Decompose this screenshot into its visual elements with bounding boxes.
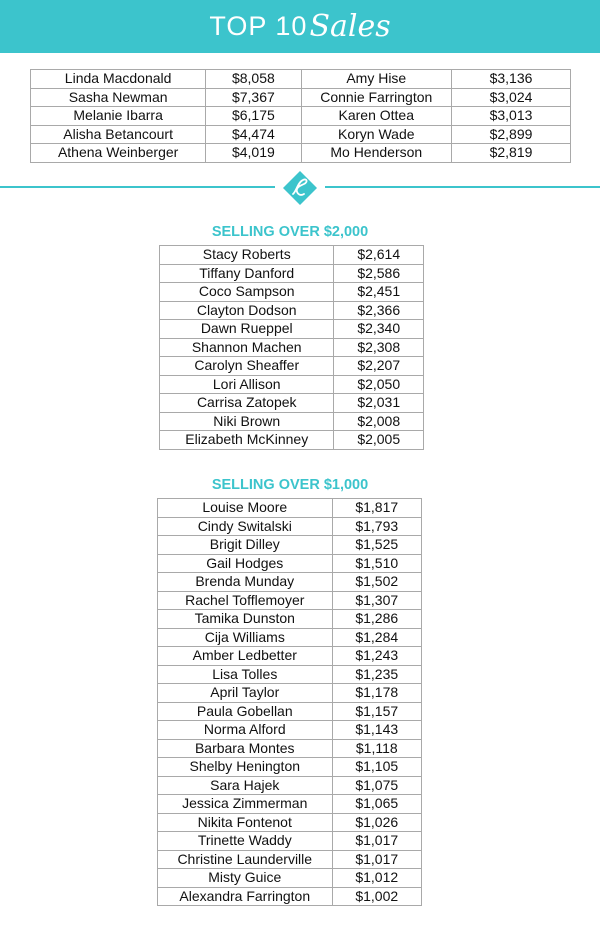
table-row [31,144,571,163]
table-row [158,536,422,555]
sales-amount: $7,367 [206,88,301,107]
sales-amount: $1,012 [332,869,421,888]
sales-amount: $2,340 [334,320,424,339]
sales-amount: $1,002 [332,887,421,906]
seller-name: Christine Launderville [158,850,333,869]
seller-name: Carolyn Sheaffer [160,357,334,376]
table-row [158,721,422,740]
seller-name: Dawn Rueppel [160,320,334,339]
table-row [158,517,422,536]
table-row [158,647,422,666]
table-row [158,628,422,647]
divider-line-right [325,186,600,188]
sales-amount: $2,308 [334,338,424,357]
table-row [160,301,424,320]
table-row [158,554,422,573]
header-banner [0,0,600,53]
seller-name: Gail Hodges [158,554,333,573]
seller-name: Shannon Machen [160,338,334,357]
sales-amount: $4,474 [206,125,301,144]
sales-amount: $1,017 [332,832,421,851]
seller-name: Koryn Wade [301,125,451,144]
over-2000-table [159,245,424,450]
seller-name: Norma Alford [158,721,333,740]
seller-name: Sara Hajek [158,776,333,795]
table-row [160,320,424,339]
table-row [31,70,571,89]
table-row [160,338,424,357]
table-row [31,125,571,144]
seller-name: Shelby Henington [158,758,333,777]
table-row [31,88,571,107]
sales-amount: $1,026 [332,813,421,832]
seller-name: Carrisa Zatopek [160,394,334,413]
sales-amount: $1,017 [332,850,421,869]
sales-amount: $1,178 [332,684,421,703]
sales-amount: $3,013 [452,107,571,126]
seller-name: Lori Allison [160,375,334,394]
sales-amount: $1,510 [332,554,421,573]
seller-name: Louise Moore [158,499,333,518]
divider-line-left [0,186,275,188]
seller-name: Cindy Switalski [158,517,333,536]
sales-amount: $1,105 [332,758,421,777]
sales-amount: $1,286 [332,610,421,629]
table-row [160,375,424,394]
table-row [31,107,571,126]
table-row [158,739,422,758]
sales-amount: $1,817 [332,499,421,518]
table-row [158,591,422,610]
sales-amount: $1,143 [332,721,421,740]
sales-amount: $2,819 [452,144,571,163]
sales-amount: $1,284 [332,628,421,647]
sales-amount: $2,451 [334,283,424,302]
seller-name: Tiffany Danford [160,264,334,283]
brand-script-logo-icon [282,170,318,206]
seller-name: Linda Macdonald [31,70,206,89]
sales-amount: $3,024 [452,88,571,107]
top10-table [30,69,571,163]
seller-name: Brigit Dilley [158,536,333,555]
table-row [160,412,424,431]
sales-amount: $2,899 [452,125,571,144]
sales-amount: $2,614 [334,246,424,265]
seller-name: Clayton Dodson [160,301,334,320]
seller-name: Niki Brown [160,412,334,431]
seller-name: Brenda Munday [158,573,333,592]
sales-amount: $2,008 [334,412,424,431]
seller-name: Alexandra Farrington [158,887,333,906]
table-row [158,573,422,592]
seller-name: Nikita Fontenot [158,813,333,832]
sales-amount: $1,525 [332,536,421,555]
sales-amount: $1,235 [332,665,421,684]
seller-name: Connie Farrington [301,88,451,107]
seller-name: Sasha Newman [31,88,206,107]
table-row [160,357,424,376]
seller-name: Melanie Ibarra [31,107,206,126]
sales-amount: $1,157 [332,702,421,721]
table-row [158,832,422,851]
seller-name: Stacy Roberts [160,246,334,265]
seller-name: Cija Williams [158,628,333,647]
seller-name: Alisha Betancourt [31,125,206,144]
section-title-over-2000: SELLING OVER $2,000 [211,224,369,240]
sales-amount: $1,075 [332,776,421,795]
seller-name: Coco Sampson [160,283,334,302]
seller-name: Lisa Tolles [158,665,333,684]
sales-amount: $2,050 [334,375,424,394]
sales-amount: $2,031 [334,394,424,413]
seller-name: Karen Ottea [301,107,451,126]
table-row [158,776,422,795]
seller-name: Amber Ledbetter [158,647,333,666]
sales-amount: $3,136 [452,70,571,89]
sales-amount: $1,065 [332,795,421,814]
table-row [160,264,424,283]
header-title: TOP 10 [209,11,308,41]
table-row [158,610,422,629]
seller-name: Mo Henderson [301,144,451,163]
table-row [160,394,424,413]
sales-amount: $4,019 [206,144,301,163]
seller-name: Barbara Montes [158,739,333,758]
table-row [158,869,422,888]
header-title-script: Sales [309,9,391,44]
sales-amount: $1,118 [332,739,421,758]
section-divider [0,168,600,208]
seller-name: Tamika Dunston [158,610,333,629]
table-row [158,702,422,721]
table-row [158,813,422,832]
seller-name: Athena Weinberger [31,144,206,163]
sales-amount: $1,502 [332,573,421,592]
sales-amount: $1,243 [332,647,421,666]
seller-name: Elizabeth McKinney [160,431,334,450]
seller-name: Amy Hise [301,70,451,89]
sales-amount: $1,307 [332,591,421,610]
sales-amount: $8,058 [206,70,301,89]
table-row [158,499,422,518]
sales-amount: $6,175 [206,107,301,126]
seller-name: Misty Guice [158,869,333,888]
sales-amount: $2,366 [334,301,424,320]
sales-amount: $2,586 [334,264,424,283]
table-row [160,431,424,450]
table-row [158,665,422,684]
seller-name: Paula Gobellan [158,702,333,721]
table-row [158,758,422,777]
table-row [158,887,422,906]
table-row [158,850,422,869]
seller-name: Rachel Tofflemoyer [158,591,333,610]
section-title-over-1000: SELLING OVER $1,000 [211,477,369,493]
table-row [160,246,424,265]
table-row [158,684,422,703]
table-row [158,795,422,814]
sales-amount: $2,207 [334,357,424,376]
table-row [160,283,424,302]
seller-name: Trinette Waddy [158,832,333,851]
seller-name: Jessica Zimmerman [158,795,333,814]
sales-amount: $1,793 [332,517,421,536]
seller-name: April Taylor [158,684,333,703]
over-1000-table [157,498,422,906]
sales-amount: $2,005 [334,431,424,450]
